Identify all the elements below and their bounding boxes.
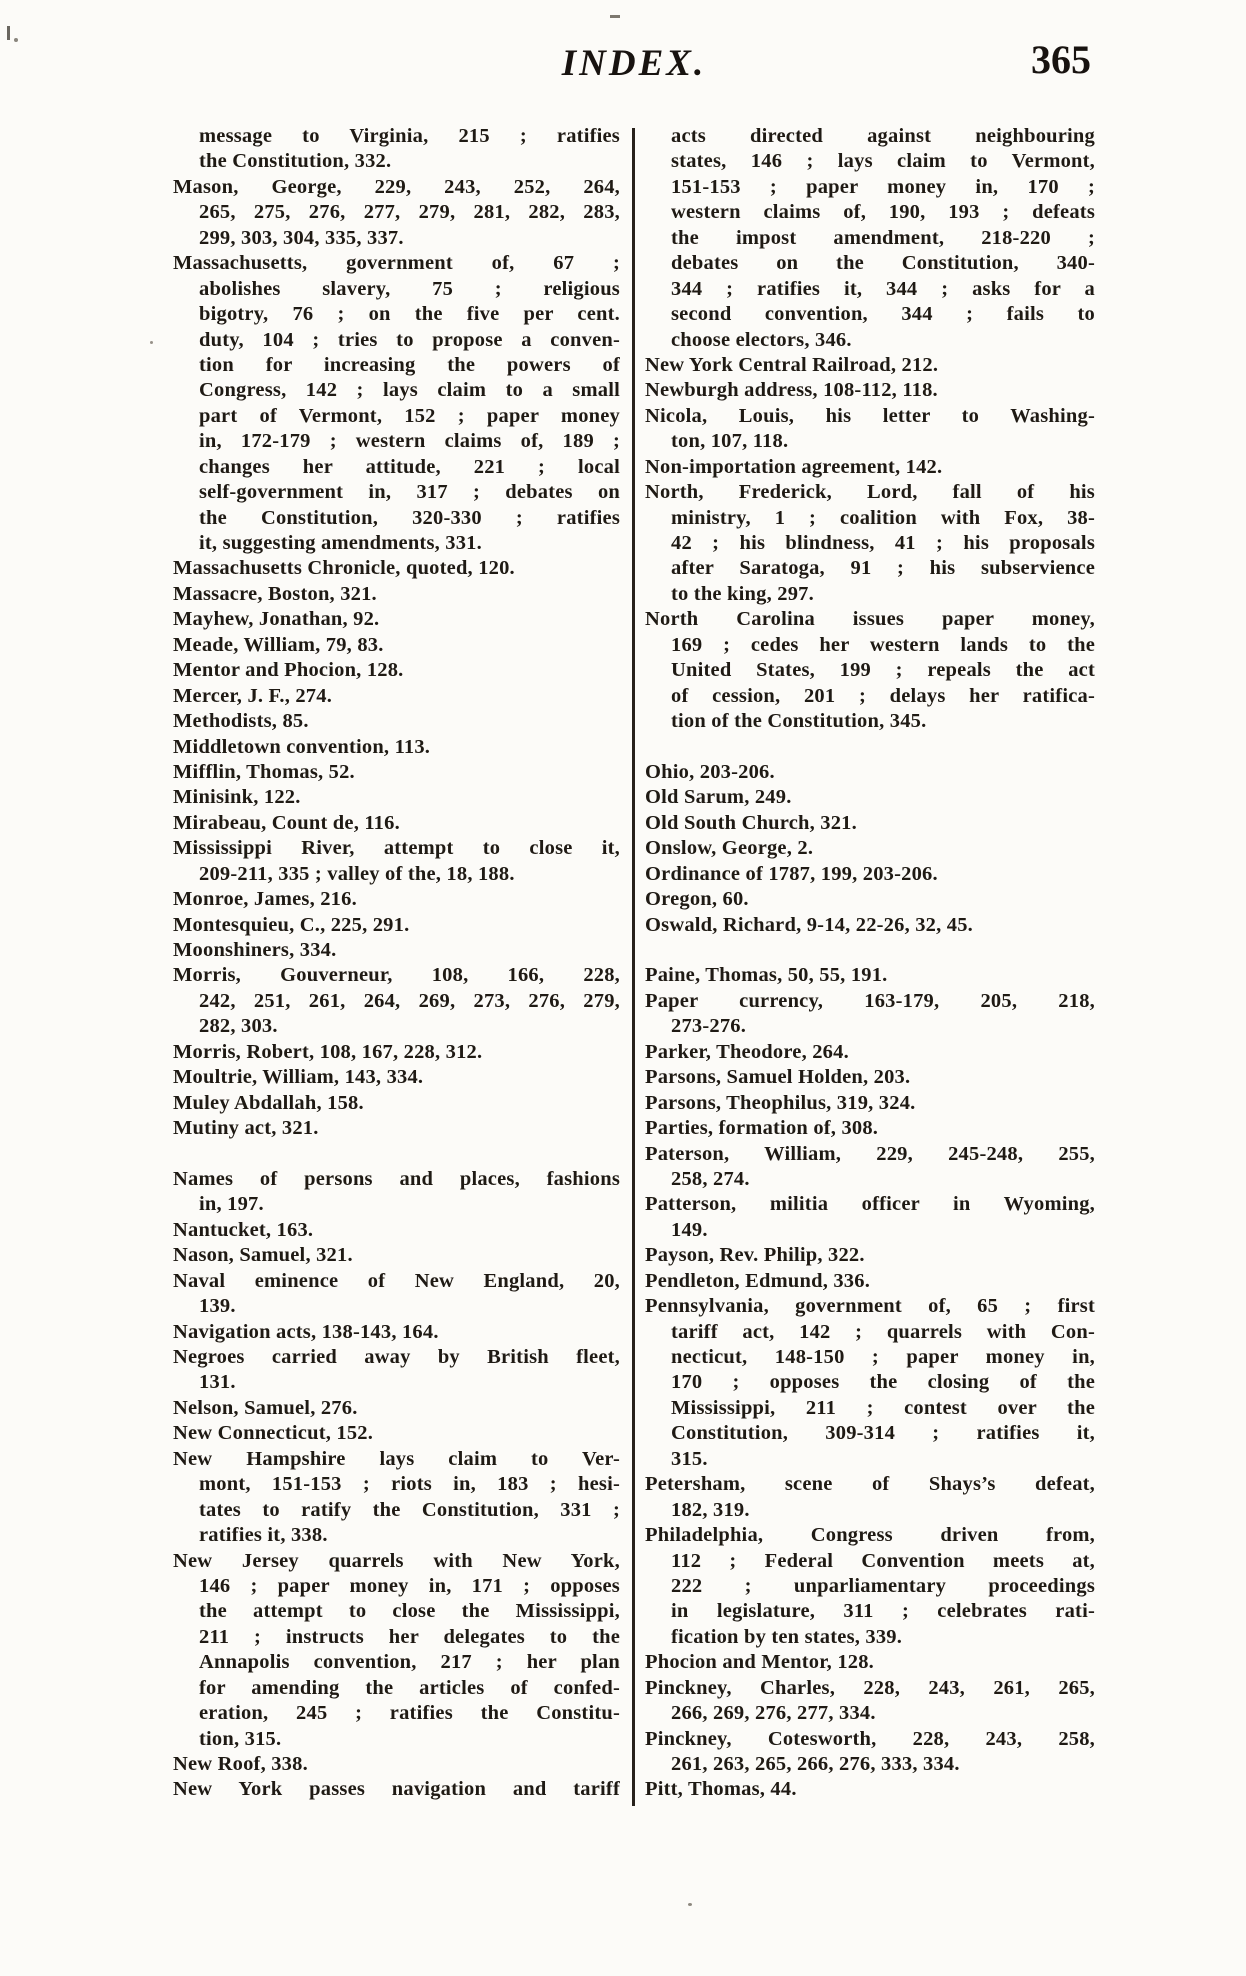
page-number: 365: [1031, 37, 1091, 82]
index-line: Mifflin, Thomas, 52.: [173, 760, 355, 783]
index-line: 170 ; opposes the closing of the: [671, 1371, 1095, 1394]
index-line: 149.: [671, 1218, 708, 1241]
index-line: New York Central Railroad, 212.: [645, 353, 939, 376]
index-line: ton, 107, 118.: [671, 430, 789, 453]
index-line: Oswald, Richard, 9-14, 22-26, 32, 45.: [645, 913, 974, 936]
index-line: Pinckney, Cotesworth, 228, 243, 258,: [645, 1727, 1095, 1750]
index-line: Naval eminence of New England, 20,: [173, 1269, 620, 1292]
index-line: 112 ; Federal Convention meets at,: [671, 1549, 1095, 1572]
index-line: debates on the Constitution, 340-: [671, 252, 1095, 275]
index-line: Philadelphia, Congress driven from,: [645, 1524, 1095, 1547]
index-line: part of Vermont, 152 ; paper money: [199, 404, 620, 427]
index-line: Meade, William, 79, 83.: [173, 633, 384, 656]
index-line: duty, 104 ; tries to propose a conven-: [199, 328, 620, 351]
index-line: mont, 151-153 ; riots in, 183 ; hesi-: [199, 1473, 620, 1496]
index-line: tion of the Constitution, 345.: [671, 710, 927, 733]
index-line: states, 146 ; lays claim to Vermont,: [671, 150, 1095, 173]
index-line: Parties, formation of, 308.: [645, 1117, 879, 1140]
index-line: Names of persons and places, fashions: [173, 1167, 620, 1190]
index-line: western claims of, 190, 193 ; defeats: [671, 201, 1095, 224]
index-line: self-government in, 317 ; debates on: [199, 481, 620, 504]
index-line: fication by ten states, 339.: [671, 1625, 903, 1648]
index-line: Mutiny act, 321.: [173, 1117, 319, 1140]
index-line: Petersham, scene of Shays’s defeat,: [645, 1473, 1095, 1496]
index-line: Constitution, 309-314 ; ratifies it,: [671, 1422, 1095, 1445]
line-gap: [645, 938, 1095, 963]
index-line: Massachusetts Chronicle, quoted, 120.: [173, 557, 515, 580]
page-title: INDEX.: [561, 43, 707, 84]
index-line: 299, 303, 304, 335, 337.: [199, 226, 404, 249]
index-line: for amending the articles of confed-: [199, 1676, 620, 1699]
index-line: New Roof, 338.: [173, 1753, 308, 1775]
index-line: Onslow, George, 2.: [645, 837, 814, 860]
index-line: abolishes slavery, 75 ; religious: [199, 277, 620, 300]
index-line: necticut, 148-150 ; paper money in,: [671, 1346, 1095, 1368]
index-columns: [173, 124, 1095, 1803]
index-line: acts directed against neighbouring: [671, 125, 1095, 147]
index-line: 42 ; his blindness, 41 ; his proposals: [671, 532, 1095, 554]
index-line: Mason, George, 229, 243, 252, 264,: [173, 175, 620, 198]
scan-artifact: [688, 1903, 692, 1906]
index-line: Mercer, J. F., 274.: [173, 684, 333, 707]
index-line: Mississippi, 211 ; contest over the: [671, 1396, 1095, 1419]
index-line: Paper currency, 163-179, 205, 218,: [645, 989, 1095, 1012]
index-line: of cession, 201 ; delays her ratifica-: [671, 684, 1095, 707]
index-line: Old Sarum, 249.: [645, 786, 792, 809]
index-line: Nason, Samuel, 321.: [173, 1244, 353, 1267]
index-line: Mentor and Phocion, 128.: [173, 659, 404, 682]
index-line: Morris, Gouverneur, 108, 166, 228,: [173, 964, 620, 987]
index-line: Non-importation agreement, 142.: [645, 455, 943, 478]
index-line: 258, 274.: [671, 1167, 750, 1190]
index-line: eration, 245 ; ratifies the Constitu-: [199, 1702, 620, 1725]
index-line: 182, 319.: [671, 1498, 750, 1521]
index-line: Pinckney, Charles, 228, 243, 261, 265,: [645, 1676, 1095, 1699]
index-line: Ordinance of 1787, 199, 203-206.: [645, 862, 938, 885]
index-line: Pitt, Thomas, 44.: [645, 1778, 797, 1801]
index-line: Pennsylvania, government of, 65 ; first: [645, 1295, 1095, 1318]
index-line: Morris, Robert, 108, 167, 228, 312.: [173, 1040, 483, 1063]
index-column-left: [173, 124, 620, 1803]
index-line: after Saratoga, 91 ; his subservience: [671, 557, 1095, 580]
index-line: Phocion and Mentor, 128.: [645, 1651, 874, 1674]
scan-artifact: [150, 341, 153, 344]
index-line: Middletown convention, 113.: [173, 735, 431, 758]
scan-artifact: [7, 26, 10, 40]
index-line: 266, 269, 276, 277, 334.: [671, 1702, 876, 1725]
index-line: Monroe, James, 216.: [173, 888, 357, 911]
index-line: Nantucket, 163.: [173, 1218, 314, 1241]
index-line: Nelson, Samuel, 276.: [173, 1396, 358, 1419]
index-line: Oregon, 60.: [645, 888, 749, 911]
index-line: Pendleton, Edmund, 336.: [645, 1269, 871, 1292]
index-line: the Constitution, 332.: [199, 150, 392, 173]
index-line: 273-276.: [671, 1015, 747, 1038]
index-line: Mississippi River, attempt to close it,: [173, 837, 620, 860]
index-line: Moultrie, William, 143, 334.: [173, 1066, 424, 1089]
index-line: in, 172-179 ; western claims of, 189 ;: [199, 430, 620, 453]
index-column-right: [645, 124, 1095, 1803]
index-line: Mirabeau, Count de, 116.: [173, 811, 400, 834]
index-line: North Carolina issues paper money,: [645, 608, 1095, 631]
line-gap: [173, 1142, 620, 1167]
index-line: bigotry, 76 ; on the five per cent.: [199, 303, 620, 326]
index-line: tion for increasing the powers of: [199, 353, 620, 376]
scan-artifact: [610, 15, 620, 18]
index-line: to the king, 297.: [671, 582, 814, 605]
index-line: Montesquieu, C., 225, 291.: [173, 913, 410, 936]
index-line: New Hampshire lays claim to Ver-: [173, 1447, 620, 1470]
index-line: tariff act, 142 ; quarrels with Con-: [671, 1320, 1095, 1343]
index-line: changes her attitude, 221 ; local: [199, 455, 620, 478]
index-line: 344 ; ratifies it, 344 ; asks for a: [671, 277, 1095, 300]
index-line: Ohio, 203-206.: [645, 760, 775, 783]
index-line: Paine, Thomas, 50, 55, 191.: [645, 964, 888, 987]
index-line: 131.: [199, 1371, 236, 1394]
line-gap: [645, 735, 1095, 760]
index-line: 242, 251, 261, 264, 269, 273, 276, 279,: [199, 989, 620, 1012]
index-line: Parker, Theodore, 264.: [645, 1040, 849, 1063]
index-line: 265, 275, 276, 277, 279, 281, 282, 283,: [199, 201, 620, 224]
index-line: ministry, 1 ; coalition with Fox, 38-: [671, 506, 1095, 529]
index-line: 261, 263, 265, 266, 276, 333, 334.: [671, 1753, 960, 1775]
index-line: in legislature, 311 ; celebrates rati-: [671, 1600, 1095, 1623]
index-line: United States, 199 ; repeals the act: [671, 659, 1095, 682]
index-line: Congress, 142 ; lays claim to a small: [199, 379, 620, 402]
index-line: it, suggesting amendments, 331.: [199, 532, 482, 554]
index-line: Moonshiners, 334.: [173, 939, 337, 961]
index-line: ratifies it, 338.: [199, 1524, 328, 1547]
index-line: tion, 315.: [199, 1727, 282, 1750]
index-line: Old South Church, 321.: [645, 811, 857, 834]
index-line: Methodists, 85.: [173, 710, 309, 733]
index-line: Payson, Rev. Philip, 322.: [645, 1244, 865, 1267]
index-line: 146 ; paper money in, 171 ; opposes: [199, 1574, 620, 1597]
index-line: Negroes carried away by British fleet,: [173, 1346, 620, 1368]
index-line: 211 ; instructs her delegates to the: [199, 1625, 620, 1648]
index-line: Newburgh address, 108-112, 118.: [645, 379, 938, 402]
index-line: North, Frederick, Lord, fall of his: [645, 481, 1095, 504]
index-line: Massachusetts, government of, 67 ;: [173, 252, 620, 275]
index-line: Muley Abdallah, 158.: [173, 1091, 364, 1114]
index-line: Navigation acts, 138-143, 164.: [173, 1320, 439, 1343]
index-line: 151-153 ; paper money in, 170 ;: [671, 175, 1095, 198]
index-line: 282, 303.: [199, 1015, 278, 1038]
index-line: Parsons, Samuel Holden, 203.: [645, 1066, 911, 1089]
index-line: message to Virginia, 215 ; ratifies: [199, 125, 620, 147]
index-line: New York passes navigation and tariff: [173, 1778, 620, 1801]
index-line: Annapolis convention, 217 ; her plan: [199, 1651, 620, 1674]
index-line: Mayhew, Jonathan, 92.: [173, 608, 380, 631]
index-line: 222 ; unparliamentary proceedings: [671, 1574, 1095, 1597]
index-line: Paterson, William, 229, 245-248, 255,: [645, 1142, 1095, 1165]
index-line: the Constitution, 320-330 ; ratifies: [199, 506, 620, 529]
index-line: New Jersey quarrels with New York,: [173, 1549, 620, 1572]
scan-artifact: [14, 38, 18, 42]
index-line: the impost amendment, 218-220 ;: [671, 226, 1095, 249]
index-line: Minisink, 122.: [173, 786, 301, 809]
index-line: the attempt to close the Mississippi,: [199, 1600, 620, 1623]
index-line: 209-211, 335 ; valley of the, 18, 188.: [199, 862, 515, 885]
index-line: choose electors, 346.: [671, 328, 852, 351]
index-line: 315.: [671, 1447, 708, 1470]
index-line: Parsons, Theophilus, 319, 324.: [645, 1091, 916, 1114]
index-line: Nicola, Louis, his letter to Washing-: [645, 404, 1095, 427]
index-line: second convention, 344 ; fails to: [671, 303, 1095, 326]
index-line: 169 ; cedes her western lands to the: [671, 633, 1095, 656]
index-line: Patterson, militia officer in Wyoming,: [645, 1193, 1095, 1216]
index-line: New Connecticut, 152.: [173, 1422, 374, 1445]
index-line: 139.: [199, 1295, 236, 1318]
index-line: Massacre, Boston, 321.: [173, 582, 377, 605]
index-line: in, 197.: [199, 1193, 264, 1216]
index-line: tates to ratify the Constitution, 331 ;: [199, 1498, 620, 1521]
